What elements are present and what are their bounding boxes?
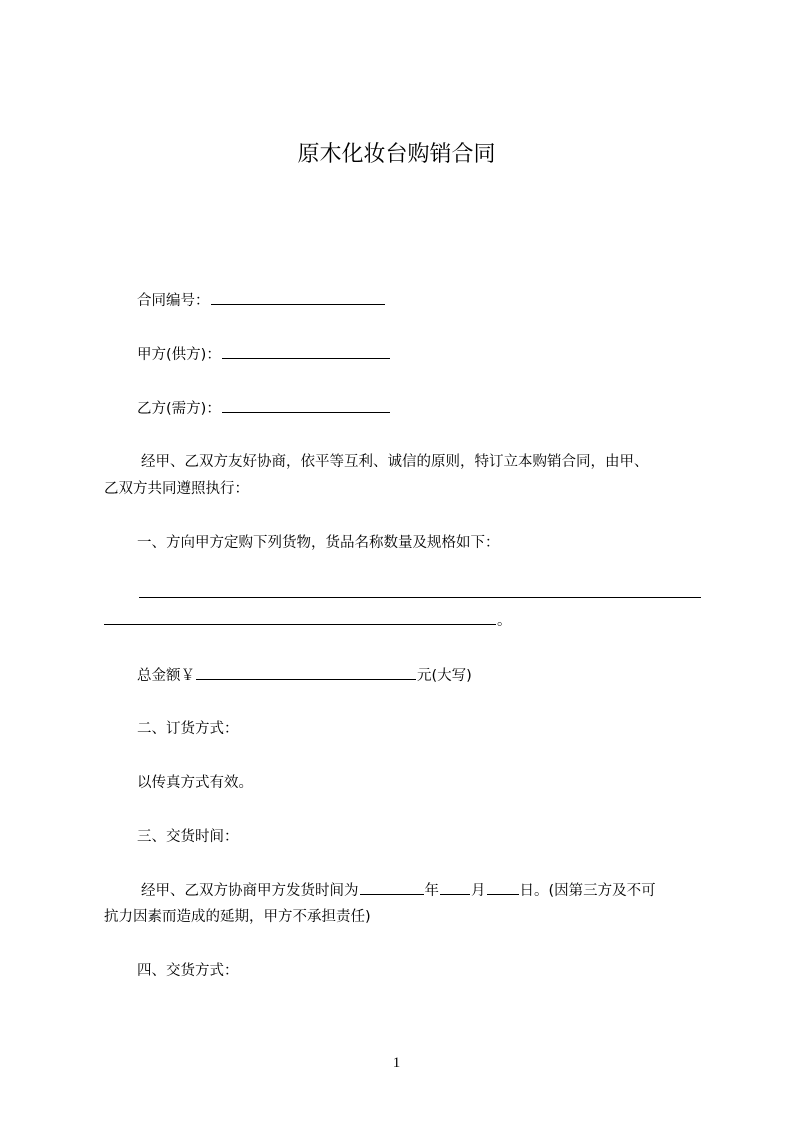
year-label: 年 [424, 883, 439, 899]
section2-text: 以传真方式有效。 [137, 775, 253, 791]
month-label: 月 [471, 883, 486, 899]
goods-blank-line-1[interactable] [139, 597, 701, 598]
section1-heading: 一、方向甲方定购下列货物，货品名称数量及规格如下： [137, 535, 500, 551]
delivery-time-prefix: 经甲、乙双方协商甲方发货时间为 [141, 883, 359, 899]
intro-line-1: 经甲、乙双方友好协商，依平等互利、诚信的原则，特订立本购销合同，由甲、 [141, 454, 649, 470]
delivery-day-blank[interactable] [487, 880, 519, 895]
delivery-time-row [141, 880, 656, 901]
party-a-row [137, 344, 391, 365]
delivery-year-blank[interactable] [360, 880, 424, 895]
total-amount-blank[interactable] [196, 665, 416, 680]
goods-end-mark: 。 [497, 613, 512, 629]
party-b-label: 乙方(需方)： [137, 401, 221, 417]
goods-blank-line-2[interactable] [104, 624, 496, 625]
party-a-blank[interactable] [222, 344, 390, 359]
party-a-label: 甲方(供方)： [137, 347, 221, 363]
contract-number-row [137, 290, 386, 311]
party-b-blank[interactable] [222, 398, 390, 413]
section4-heading: 四、交货方式： [137, 963, 239, 979]
total-prefix: 总金额￥ [137, 668, 195, 684]
total-suffix: 元(大写) [417, 668, 472, 684]
section3-heading: 三、交货时间： [137, 829, 239, 845]
total-amount-row [137, 665, 472, 686]
section2-heading: 二、订货方式： [137, 721, 239, 737]
delivery-month-blank[interactable] [440, 880, 470, 895]
party-b-row [137, 398, 391, 419]
contract-number-label: 合同编号： [137, 293, 210, 309]
page-number: 1 [392, 1055, 401, 1071]
day-label: 日。(因第三方及不可 [519, 883, 656, 899]
contract-number-blank[interactable] [211, 290, 385, 305]
page-title: 原木化妆台购销合同 [297, 142, 496, 167]
intro-line-2: 乙双方共同遵照执行： [104, 481, 249, 497]
delivery-time-line-2: 抗力因素而造成的延期，甲方不承担责任) [104, 909, 371, 925]
